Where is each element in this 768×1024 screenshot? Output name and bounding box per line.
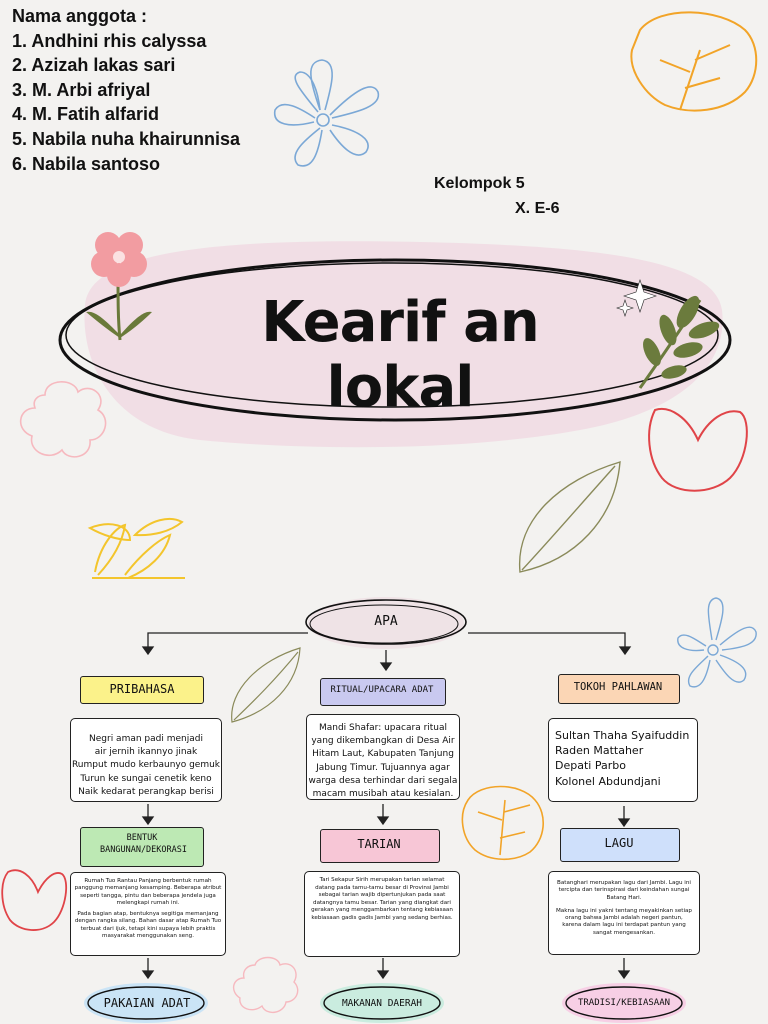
orange-leaf-outline-icon (631, 12, 756, 110)
tokoh-pahlawan-header-label: TOKOH PAHLAWAN (573, 681, 663, 693)
lagu-box (548, 871, 700, 955)
orange-leaf-outline-icon (462, 787, 543, 860)
box-paragraph: Tari Sekapur Sirih merupakan tarian selamat datang pada tamu-tamu besar di Provinsi Jambi sebagai tarian wajib dipertunjukan pada saat datangnya tamu besar. Tarian yang diangkat dari gerakan yang menggambarkan tentang kebiasaan kebiasaan gadis gadis Jambi yang sedang berhias. (311, 877, 453, 921)
tokoh-pahlawan-box (548, 718, 698, 802)
member-item: 4. M. Fatih alfarid (12, 104, 160, 125)
pribahasa-header-label: PRIBAHASA (109, 682, 175, 696)
member-item: 6. Nabila santoso (12, 153, 161, 174)
member-list (12, 4, 240, 176)
blue-flower-outline-icon (678, 598, 756, 687)
box-paragraph: Pada bagian atap, bentuknya segitiga memanjang dengan rangka silang. Bahan dasar atap Rumah Tuo terbuat dari ijuk, tetapi kini supaya lebih praktis masyarakat menggunakan seng. (74, 911, 222, 940)
bentuk-bangunan-header-label: BENTUK BANGUNAN/DEKORASI (100, 833, 187, 855)
hero-name: Sultan Thaha Syaifuddin (555, 729, 690, 742)
group-label: Kelompok 5 (434, 175, 525, 192)
page-title: Kearif an lokal (261, 290, 539, 420)
box-text-line: Rumput mudo kerbaunyo gemuk (71, 760, 221, 771)
pakaian-adat-label: PAKAIAN ADAT (103, 996, 191, 1010)
red-tulip-outline-icon (2, 870, 66, 930)
box-text-line: yang dikembangkan di Desa Air (311, 736, 455, 747)
box-text-line: Negri aman padi menjadi (89, 734, 203, 744)
box-paragraph: Batanghari merupakan lagu dari Jambi. Lagu ini tercipta dan terinspirasi dari keindahan sungai Batang Hari. (557, 880, 691, 901)
tradisi-kebiasaan-label: TRADISI/KEBIASAAN (577, 998, 671, 1008)
makanan-daerah-label: MAKANAN DAERAH (341, 998, 423, 1009)
box-text-line: Naik kedarat perangkap berisi (78, 786, 214, 797)
hero-name: Depati Parbo (555, 759, 626, 773)
red-tulip-outline-icon (649, 409, 747, 491)
lagu-header-label: LAGU (604, 836, 634, 850)
pink-flower-outline-icon (234, 958, 298, 1013)
box-text-line: Hitam Laut, Kabupaten Tanjung (312, 749, 454, 760)
box-text-line: Turun ke sungai cenetik keno (80, 773, 212, 784)
box-text-line: macam musibah atau kesialan. (312, 789, 454, 800)
member-item: 1. Andhini rhis calyssa (12, 30, 207, 51)
hero-name: Raden Mattaher (555, 744, 644, 758)
pribahasa-box (70, 718, 222, 802)
class-label: X. E-6 (515, 200, 560, 217)
hero-name: Kolonel Abdundjani (555, 774, 661, 788)
tarian-header-label: TARIAN (357, 837, 401, 851)
member-item: 5. Nabila nuha khairunnisa (12, 128, 241, 149)
box-text-line: Mandi Shafar: upacara ritual (318, 723, 448, 733)
box-text-line: Jabung Timur. Tujuannya agar (316, 762, 450, 773)
member-item: 3. M. Arbi afriyal (12, 79, 151, 100)
member-item: 2. Azizah lakas sari (12, 55, 176, 76)
box-text-line: warga desa terhindar dari segala (308, 775, 458, 786)
leaf-outline-icon (232, 648, 300, 722)
member-list-title: Nama anggota : (12, 6, 148, 26)
bentuk-bangunan-box (70, 872, 226, 956)
ritual-header-label: RITUAL/UPACARA ADAT (330, 685, 434, 695)
pink-flower-outline-icon (21, 382, 106, 457)
yellow-leaf-outline-icon (90, 519, 185, 578)
tarian-box (304, 871, 460, 957)
green-leaf-outline-icon (520, 462, 620, 572)
box-paragraph: Makna lagu ini yakni tentang meyakinkan setiap orang bahwa Jambi adalah negeri pantun, karena dalam lagu ini terdapat pantun yang sangat mengesankan. (555, 907, 692, 936)
box-text-line: air jernih ikannyo jinak (94, 747, 198, 758)
blue-flower-outline-icon (275, 60, 379, 166)
box-paragraph: Rumah Tuo Rantau Panjang berbentuk rumah panggung memanjang kesamping. Beberapa atribut seperti tangga, pintu dan beberapa jendela juga melengkapi rumah ini. (74, 878, 222, 906)
root-node-label: APA (374, 614, 398, 629)
ritual-box (306, 714, 460, 800)
